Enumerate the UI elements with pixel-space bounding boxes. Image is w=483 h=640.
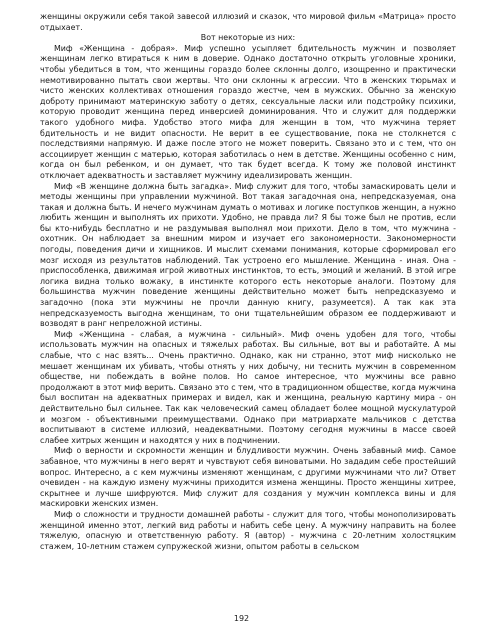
paragraph: Миф о верности и скромности женщин и блудливости мужчин. Очень забавный миф. Самое забавное, что мужчины в него верят и чувствуют себя виноватыми. Но зададим себе простейший вопрос. Интересно, а с кем мужчины изменяют женщинам, с другими мужчинами что ли? Ответ очевиден - на каждую измену мужчины приходится измена женщины. Просто женщины хитрее, скрытнее и лучше шифруются. Миф служит для создания у мужчин комплекса вины и для маскировки женских измен. xyxy=(40,446,456,509)
paragraph: Миф «В женщине должна быть загадка». Миф служит для того, чтобы замаскировать цели и методы женщины при управлении мужчиной. Вот такая загадочная она, непредсказуемая, она такая и должна быть. И нечего мужчинам думать о мотивах и логике поступков женщин, а нужно любить женщин и выполнять их прихоти. Удобно, не правда ли? Я бы тоже был не против, если бы кто-нибудь бесплатно и не раздумывая выполнял мои прихоти. Дело в том, что мужчина - охотник. Он наблюдает за внешним миром и изучает его закономерности. Закономерности погоды, поведения дичи и хищников. И мыслит схемами понимания, которые сформировал его мозг исходя из результатов наблюдений. Так устроено его мышление. Женщина - иная. Она - приспособленка, движимая игрой животных инстинктов, то есть, эмоций и желаний. В этой игре логика видна только вожаку, в инстинкте которого есть некоторые аналоги. Поэтому для большинства мужчин поведение женщины действительно может быть непредсказуемо и загадочно (пока эти мужчины не прочли данную книгу, разумеется). А так как эта непредсказуемость выгодна женщинам, то они тщательнейшим образом ее поддерживают и возводят в ранг непреложной истины. xyxy=(40,181,456,329)
body-text xyxy=(40,12,456,552)
paragraph: Миф «Женщина - добрая». Миф успешно усыпляет бдительность мужчин и позволяет женщинам легко втираться к ним в доверие. Однако достаточно открыть уголовные хроники, чтобы убедиться в том, что женщины гораздо более склонны долго, изощренно и практически немотивированно пытать свои жертвы. Что они склонны к агрессии. Что в женских тюрьмах и чисто женских коллективах отношения гораздо жестче, чем в мужских. Обычно за женскую доброту принимают материнскую заботу о детях, сексуальные ласки или подстройку психики, которую проводит женщина перед инверсией доминирования. Что и служит для поддержки такого удобного мифа. Удобство этого мифа для женщин в том, что мужчина теряет бдительность и не видит опасности. Не верит в ее существование, пока не столкнется с последствиями напрямую. И даже после этого не может поверить. Связано это и с тем, что он ассоциирует женщин с матерью, которая заботилась о нем в детстве. Женщины особенно с ним, когда он был ребенком, и он думает, что так будет всегда. К тому же половой инстинкт отключает адекватность и заставляет мужчину идеализировать женщин. xyxy=(40,43,456,180)
paragraph: Миф о сложности и трудности домашней работы - служит для того, чтобы монополизировать женщиной именно этот, легкий вид работы и набить себе цену. А мужчину направить на более тяжелую, опасную и ответственную работу. Я (автор) - мужчина с 20-летним холостяцким стажем, 10-летним стажем супружеской жизни, опытом работы в сельском xyxy=(40,509,456,551)
paragraph: Вот некоторые из них: xyxy=(200,33,296,43)
paragraph: Миф «Женщина - слабая, а мужчина - сильный». Миф очень удобен для того, чтобы использовать мужчин на опасных и тяжелых работах. Вы сильные, вот вы и работайте. А мы слабые, что с нас взять... Очень практично. Однако, как ни странно, этот миф нисколько не мешает женщинам их убивать, чтобы отнять у них добычу, ни теснить мужчин в современном обществе, ни побеждать в войне полов. Но самое интересное, что мужчины все равно продолжают в этот миф верить. Связано это с тем, что в традиционном обществе, когда мужчина был воспитан на адекватных примерах и видел, как и женщина, реальную картину мира - он действительно был сильнее. Так как человеческий самец обладает более мощной мускулатурой и мозгом - объективными преимуществами. Однако при матриархате мальчиков с детства воспитывают в системе иллюзий, неадекватными. Поэтому сегодня мужчины в массе своей слабее хитрых женщин и находятся у них в подчинении. xyxy=(40,329,456,445)
page-number: 192 xyxy=(233,614,250,623)
paragraph: женщины окружили себя такой завесой иллюзий и сказок, что мировой фильм «Матрица» просто отдыхает. xyxy=(40,12,456,32)
